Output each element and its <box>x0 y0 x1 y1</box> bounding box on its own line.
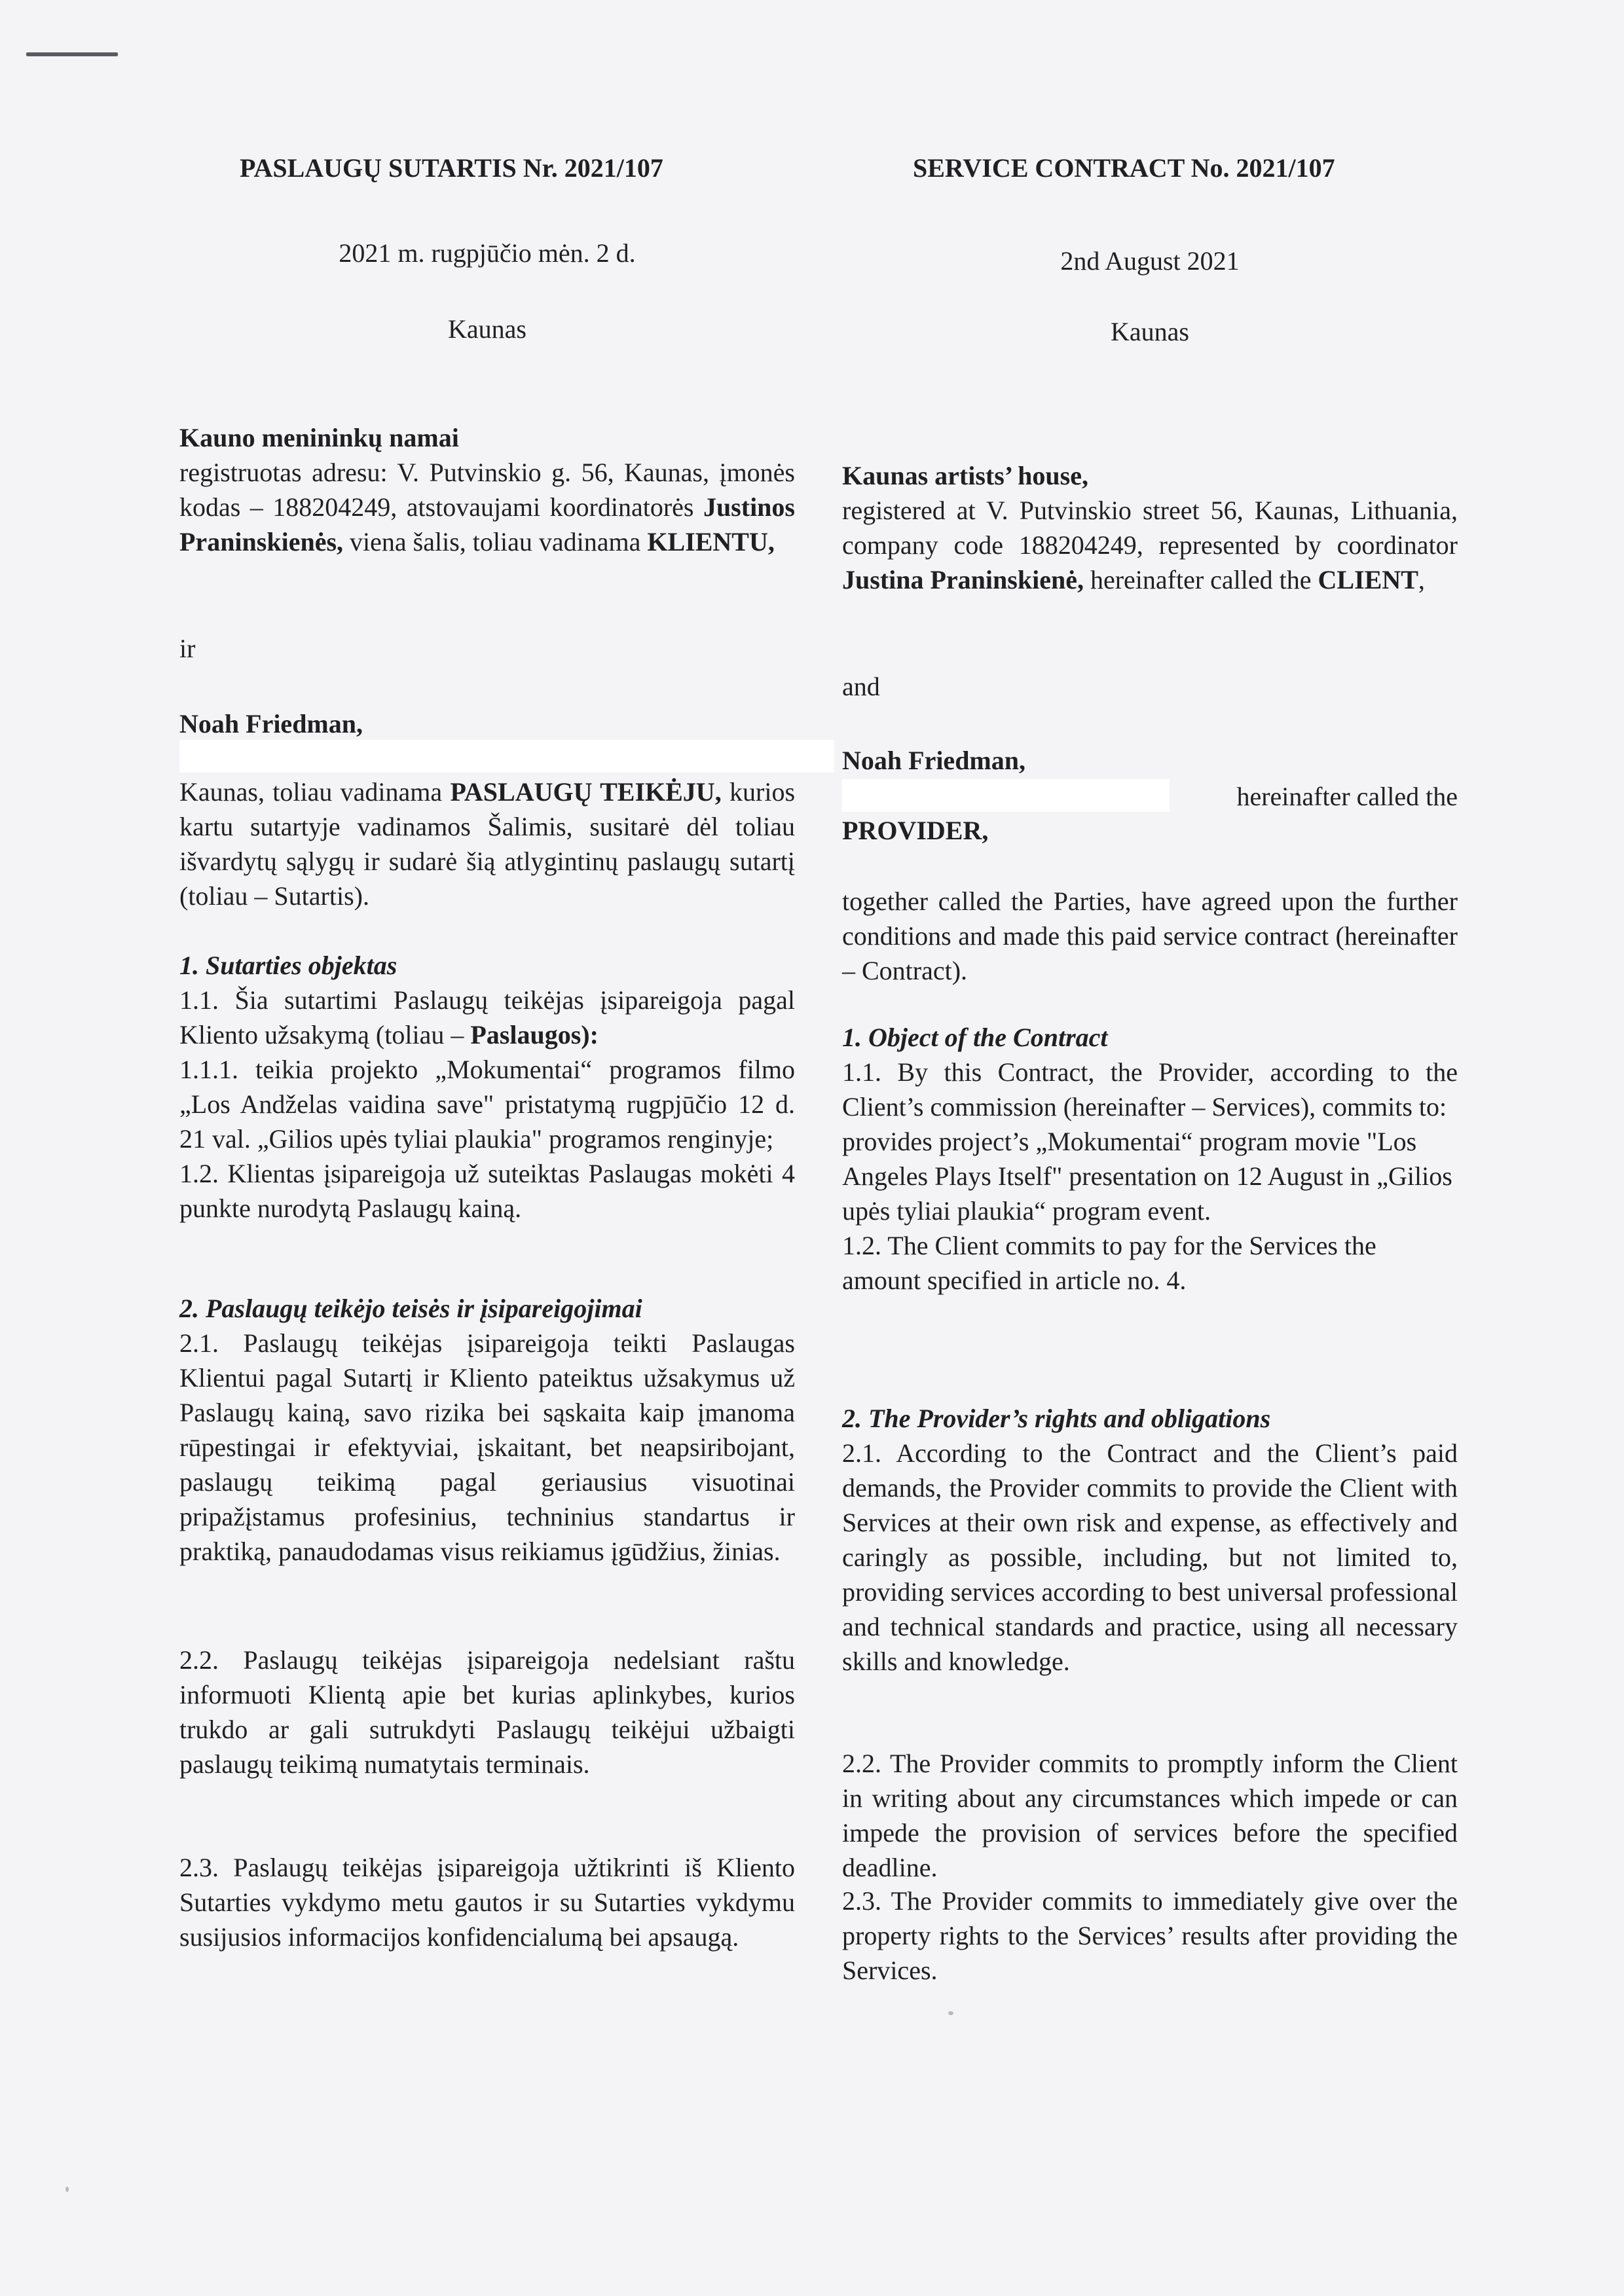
lt-s1-2: 1.2. Klientas įsipareigoja už suteiktas Paslaugas mokėti 4 punkte nurodytą Paslaugų kainą. <box>179 1159 795 1223</box>
en-and: and <box>842 672 880 701</box>
en-provider-role: PROVIDER, <box>842 816 989 845</box>
lt-provider-text-1: Kaunas, toliau vadinama <box>179 777 451 807</box>
lt-ir: ir <box>179 634 196 663</box>
lt-contract-city: Kaunas <box>448 314 526 344</box>
en-provider-role-line <box>842 813 1458 848</box>
en-provider-name <box>842 743 1458 778</box>
en-client-role: CLIENT <box>1318 565 1418 594</box>
scan-speck <box>65 2187 69 2192</box>
en-provider-text-2: together called the Parties, have agreed upon the further conditions and made this paid service contract (hereinafter – Contract). <box>842 886 1458 985</box>
scan-mark <box>26 52 118 56</box>
en-client-addr-1: registered at V. Putvinskio street 56, Kaunas, Lithuania, company code 188204249, represented by coordinator <box>842 496 1458 560</box>
en-s1-2: 1.2. The Client commits to pay for the Services the amount specified in article no. 4. <box>842 1231 1376 1295</box>
lt-provider-details <box>179 774 795 913</box>
lt-provider-role: PASLAUGŲ TEIKĖJU, <box>450 777 722 807</box>
lt-section-1 <box>179 948 795 1226</box>
lt-s1-1-1: 1.1.1. teikia projekto „Mokumentai“ programos filmo „Los Andželas vaidina save" pristatymą rugpjūčio 12 d. 21 val. „Gilios upės tyliai plaukia" programos renginyje; <box>179 1055 795 1154</box>
en-contract-title: SERVICE CONTRACT No. 2021/107 <box>913 153 1335 183</box>
lt-provider-name <box>179 706 795 741</box>
en-section-2-heading: 2. The Provider’s rights and obligations <box>842 1404 1271 1433</box>
lt-s1-1-a: 1.1. Šia sutartimi Paslaugų teikėjas įsipareigoja pagal Kliento užsakymą (toliau – <box>179 985 795 1049</box>
en-contract-date: 2nd August 2021 <box>1060 246 1240 276</box>
en-client-addr-3: , <box>1418 565 1425 594</box>
en-section-2 <box>842 1401 1458 1679</box>
en-section-1-heading: 1. Object of the Contract <box>842 1023 1108 1052</box>
en-client-block <box>842 458 1458 597</box>
en-section-1 <box>842 1020 1458 1298</box>
lt-contract-title: PASLAUGŲ SUTARTIS Nr. 2021/107 <box>240 153 663 183</box>
lt-section-1-heading: 1. Sutarties objektas <box>179 951 397 980</box>
en-client-details <box>842 493 1458 597</box>
lt-section-2 <box>179 1291 795 1569</box>
en-s2-3: 2.3. The Provider commits to immediately give over the property rights to the Services’ results after providing the Services. <box>842 1886 1458 1985</box>
lt-client-details <box>179 455 795 559</box>
redaction-box <box>179 740 834 773</box>
en-s1-1: 1.1. By this Contract, the Provider, according to the Client’s commission (hereinafter – Services), commits to: <box>842 1057 1458 1121</box>
lt-client-block <box>179 420 795 559</box>
en-provider-name-text: Noah Friedman, <box>842 746 1025 775</box>
en-client-addr-2: hereinafter called the <box>1083 565 1318 594</box>
en-s1-1-1: provides project’s „Mokumentai“ program movie "Los Angeles Plays Itself" presentation on 12 August in „Gilios upės tyliai plaukia“ program event. <box>842 1127 1452 1226</box>
lt-s2-3: 2.3. Paslaugų teikėjas įsipareigoja užtikrinti iš Kliento Sutarties vykdymo metu gautos ir su Sutarties vykdymu susijusios informacijos konfidencialumą bei apsaugą. <box>179 1853 795 1952</box>
lt-section-2-heading: 2. Paslaugų teikėjo teisės ir įsipareigojimai <box>179 1294 642 1323</box>
lt-s2-2: 2.2. Paslaugų teikėjas įsipareigoja nedelsiant raštu informuoti Klientą apie bet kurias aplinkybes, kurios trukdo ar gali sutrukdyti Paslaugų teikėjui užbaigti paslaugų teikimą numatytais terminais. <box>179 1645 795 1779</box>
en-provider-text-1: hereinafter called the <box>1236 782 1458 811</box>
lt-s2-1: 2.1. Paslaugų teikėjas įsipareigoja teikti Paslaugas Klientui pagal Sutartį ir Kliento pateiktus užsakymus už Paslaugų kainą, savo rizika bei sąskaita kaip įmanoma rūpestingai ir efektyviai, įskaitant, bet neapsiribojant, paslaugų teikimą pagal geriausius visuotinai pripažįstamus profesinius, techninius standartus ir praktiką, panaudodamas visus reikiamus įgūdžius, žinias. <box>179 1328 795 1566</box>
lt-client-addr-1: registruotas adresu: V. Putvinskio g. 56, Kaunas, įmonės kodas – 188204249, atstovaujami koordinatorės <box>179 458 795 522</box>
en-contract-city: Kaunas <box>1111 317 1189 346</box>
lt-contract-date: 2021 m. rugpjūčio mėn. 2 d. <box>339 238 636 268</box>
en-s2-1: 2.1. According to the Contract and the Client’s paid demands, the Provider commits to provide the Client with Services at their own risk and expense, as effectively and caringly as possible, including, but not limited to, providing services according to best universal professional and technical standards and practice, using all necessary skills and knowledge. <box>842 1438 1458 1676</box>
lt-provider-name-text: Noah Friedman, <box>179 709 363 738</box>
en-client-rep: Justina Praninskienė, <box>842 565 1084 594</box>
scan-speck <box>948 2011 953 2015</box>
lt-client-rep: Justinos Praninskienės, <box>179 492 795 556</box>
en-s2-2: 2.2. The Provider commits to promptly inform the Client in writing about any circumstances which impede or can impede the provision of services before the specified deadline. <box>842 1749 1458 1882</box>
en-client-name: Kaunas artists’ house, <box>842 461 1088 490</box>
lt-client-role: KLIENTU, <box>647 527 775 556</box>
lt-client-addr-2: viena šalis, toliau vadinama <box>343 527 648 556</box>
lt-s1-1-b: Paslaugos): <box>470 1020 599 1049</box>
lt-client-name: Kauno menininkų namai <box>179 423 459 452</box>
lt-provider-text-2: kurios kartu sutartyje vadinamos Šalimis, susitarė dėl toliau išvardytų sąlygų ir sudarė šią atlygintinų paslaugų sutartį (toliau – Sutartis). <box>179 777 796 911</box>
